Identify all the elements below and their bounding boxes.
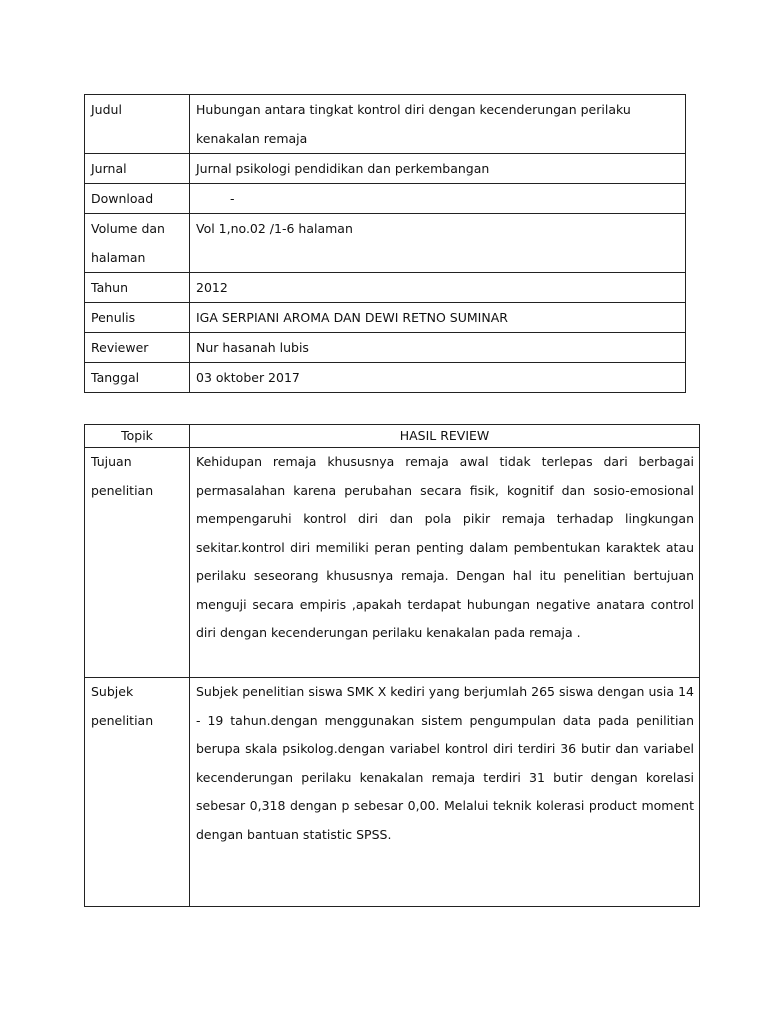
header-topik: Topik: [85, 425, 190, 448]
value-penulis: IGA SERPIANI AROMA DAN DEWI RETNO SUMINAR: [190, 303, 686, 333]
review-table: [84, 424, 700, 907]
journal-info-table: [84, 94, 686, 393]
label-tanggal: Tanggal: [85, 363, 190, 393]
review-row-subjek: [85, 678, 700, 907]
row-tahun: [85, 273, 686, 303]
row-tanggal: [85, 363, 686, 393]
value-reviewer: Nur hasanah lubis: [190, 333, 686, 363]
row-judul: [85, 95, 686, 154]
topic-tujuan: Tujuan penelitian: [85, 448, 190, 678]
review-header-row: [85, 425, 700, 448]
row-penulis: [85, 303, 686, 333]
label-judul: Judul: [85, 95, 190, 154]
topic-subjek: Subjek penelitian: [85, 678, 190, 907]
value-tahun: 2012: [190, 273, 686, 303]
label-tahun: Tahun: [85, 273, 190, 303]
review-row-tujuan: [85, 448, 700, 678]
text-tujuan: Kehidupan remaja khususnya remaja awal tidak terlepas dari berbagai permasalahan karena perubahan secara fisik, kognitif dan sosio-emosional mempengaruhi kontrol diri dan pola pikir remaja terhadap lingkungan sekitar.kontrol diri memiliki peran penting dalam pembentukan karaktek atau perilaku seseorang khususnya remaja. Dengan hal itu penelitian bertujuan menguji secara empiris ,apakah terdapat hubungan negative anatara control diri dengan kecenderungan perilaku kenakalan pada remaja .: [190, 448, 700, 678]
row-download: [85, 184, 686, 214]
label-volume: Volume dan halaman: [85, 214, 190, 273]
header-hasil-review: HASIL REVIEW: [190, 425, 700, 448]
row-reviewer: [85, 333, 686, 363]
text-subjek: Subjek penelitian siswa SMK X kediri yang berjumlah 265 siswa dengan usia 14 - 19 tahun.dengan menggunakan sistem pengumpulan data pada penilitian berupa skala psikolog.dengan variabel kontrol diri terdiri 36 butir dan variabel kecenderungan perilaku kenakalan remaja terdiri 31 butir dengan korelasi sebesar 0,318 dengan p sebesar 0,00. Melalui teknik kolerasi product moment dengan bantuan statistic SPSS.: [190, 678, 700, 907]
row-jurnal: [85, 154, 686, 184]
label-reviewer: Reviewer: [85, 333, 190, 363]
row-volume: [85, 214, 686, 273]
value-jurnal: Jurnal psikologi pendidikan dan perkembangan: [190, 154, 686, 184]
label-jurnal: Jurnal: [85, 154, 190, 184]
label-penulis: Penulis: [85, 303, 190, 333]
label-download: Download: [85, 184, 190, 214]
value-download: -: [190, 184, 686, 214]
value-tanggal: 03 oktober 2017: [190, 363, 686, 393]
value-judul: Hubungan antara tingkat kontrol diri dengan kecenderungan perilaku kenakalan remaja: [190, 95, 686, 154]
value-volume: Vol 1,no.02 /1-6 halaman: [190, 214, 686, 273]
